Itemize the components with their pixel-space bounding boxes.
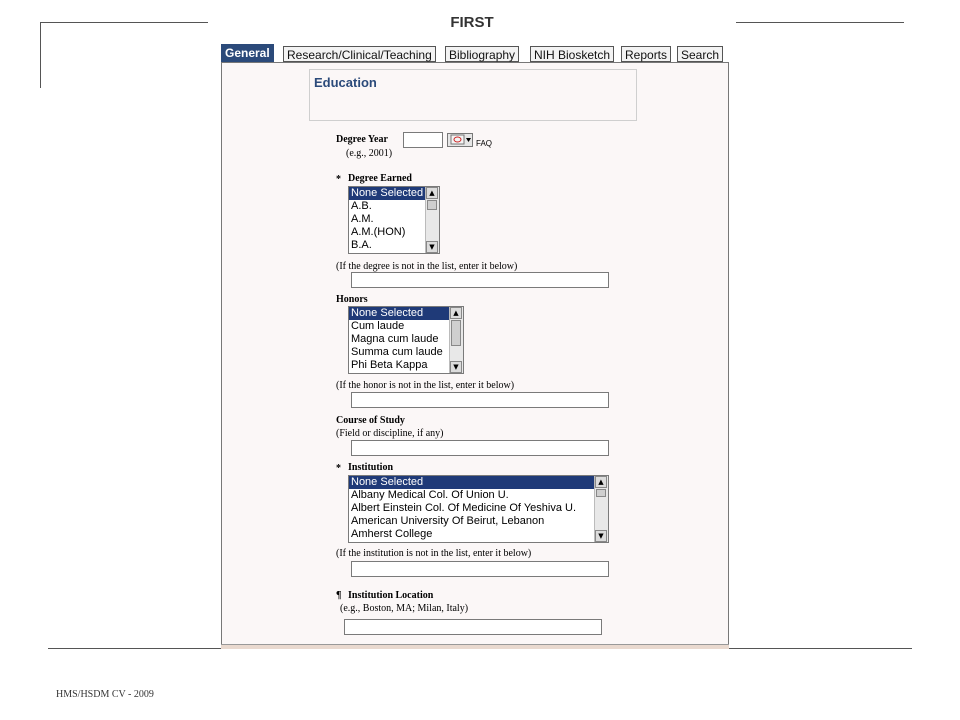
degree-earned-listbox[interactable] bbox=[348, 186, 440, 254]
list-item[interactable]: Albany Medical Col. Of Union U. bbox=[351, 489, 509, 501]
scroll-down-icon[interactable]: ▼ bbox=[595, 530, 607, 542]
list-item[interactable]: None Selected bbox=[349, 476, 608, 489]
list-item[interactable]: A.M. bbox=[351, 213, 374, 225]
degree-earned-label: Degree Earned bbox=[348, 173, 412, 184]
degree-earned-note: (If the degree is not in the list, enter it below) bbox=[336, 261, 518, 272]
footer-text: HMS/HSDM CV - 2009 bbox=[56, 689, 154, 700]
institution-location-marker: ¶ bbox=[336, 590, 342, 601]
calendar-icon bbox=[448, 134, 472, 146]
frame-rule-top-right bbox=[736, 22, 904, 23]
list-item[interactable]: None Selected bbox=[349, 187, 439, 200]
list-item[interactable]: Albert Einstein Col. Of Medicine Of Yeshiva U. bbox=[351, 502, 576, 514]
tab-bar bbox=[208, 40, 736, 64]
scroll-up-icon[interactable]: ▲ bbox=[595, 476, 607, 488]
tab-general[interactable]: General bbox=[221, 44, 274, 62]
course-of-study-input[interactable] bbox=[351, 440, 609, 456]
degree-other-input[interactable] bbox=[351, 272, 609, 288]
tab-reports[interactable]: Reports bbox=[621, 46, 671, 62]
frame-rule-top-left bbox=[40, 22, 208, 23]
scroll-up-icon[interactable]: ▲ bbox=[450, 307, 462, 319]
degree-earned-required-marker: * bbox=[336, 174, 341, 185]
scroll-thumb[interactable] bbox=[451, 320, 461, 346]
honors-scrollbar[interactable] bbox=[449, 307, 463, 373]
list-item[interactable]: None Selected bbox=[349, 307, 463, 320]
institution-scrollbar[interactable] bbox=[594, 476, 608, 542]
list-item[interactable]: Amherst College bbox=[351, 528, 433, 540]
institution-listbox[interactable] bbox=[348, 475, 609, 543]
honors-listbox[interactable] bbox=[348, 306, 464, 374]
calendar-picker-button[interactable] bbox=[447, 133, 473, 147]
list-item[interactable]: Summa cum laude bbox=[351, 346, 443, 358]
frame-rule-left-vertical bbox=[40, 22, 41, 88]
app-title: FIRST bbox=[450, 14, 494, 31]
degree-year-input[interactable] bbox=[403, 132, 443, 148]
course-of-study-label: Course of Study bbox=[336, 415, 405, 426]
panel-bottom-border bbox=[221, 644, 729, 649]
honors-note: (If the honor is not in the list, enter it below) bbox=[336, 380, 515, 391]
tab-bibliography[interactable]: Bibliography bbox=[445, 46, 519, 62]
institution-location-input[interactable] bbox=[344, 619, 602, 635]
scroll-thumb[interactable] bbox=[596, 489, 606, 497]
list-item[interactable]: American University Of Beirut, Lebanon bbox=[351, 515, 545, 527]
degree-earned-scrollbar[interactable] bbox=[425, 187, 439, 253]
scroll-down-icon[interactable]: ▼ bbox=[450, 361, 462, 373]
institution-other-input[interactable] bbox=[351, 561, 609, 577]
scroll-thumb[interactable] bbox=[427, 200, 437, 210]
institution-label: Institution bbox=[348, 462, 394, 473]
honors-other-input[interactable] bbox=[351, 392, 609, 408]
degree-year-label: Degree Year bbox=[336, 134, 388, 145]
list-item[interactable]: Magna cum laude bbox=[351, 333, 439, 345]
institution-location-label: Institution Location bbox=[348, 590, 434, 601]
section-title: Education bbox=[314, 75, 377, 90]
faq-link[interactable]: FAQ bbox=[476, 139, 493, 148]
institution-location-example: (e.g., Boston, MA; Milan, Italy) bbox=[340, 603, 469, 614]
list-item[interactable]: Cum laude bbox=[351, 320, 405, 332]
honors-label: Honors bbox=[336, 294, 368, 305]
tab-search[interactable]: Search bbox=[677, 46, 723, 62]
list-item[interactable]: A.B. bbox=[351, 200, 372, 212]
scroll-up-icon[interactable]: ▲ bbox=[426, 187, 438, 199]
tab-research-clinical-teaching[interactable]: Research/Clinical/Teaching bbox=[283, 46, 436, 62]
list-item[interactable]: B.A. bbox=[351, 239, 372, 251]
institution-note: (If the institution is not in the list, enter it below) bbox=[336, 548, 532, 559]
scroll-down-icon[interactable]: ▼ bbox=[426, 241, 438, 253]
list-item[interactable]: A.M.(HON) bbox=[351, 226, 406, 238]
tab-nih-biosketch[interactable]: NIH Biosketch bbox=[530, 46, 614, 62]
degree-year-example: (e.g., 2001) bbox=[346, 148, 393, 159]
list-item[interactable]: Phi Beta Kappa bbox=[351, 359, 428, 371]
course-of-study-note: (Field or discipline, if any) bbox=[336, 428, 444, 439]
institution-required-marker: * bbox=[336, 463, 341, 474]
